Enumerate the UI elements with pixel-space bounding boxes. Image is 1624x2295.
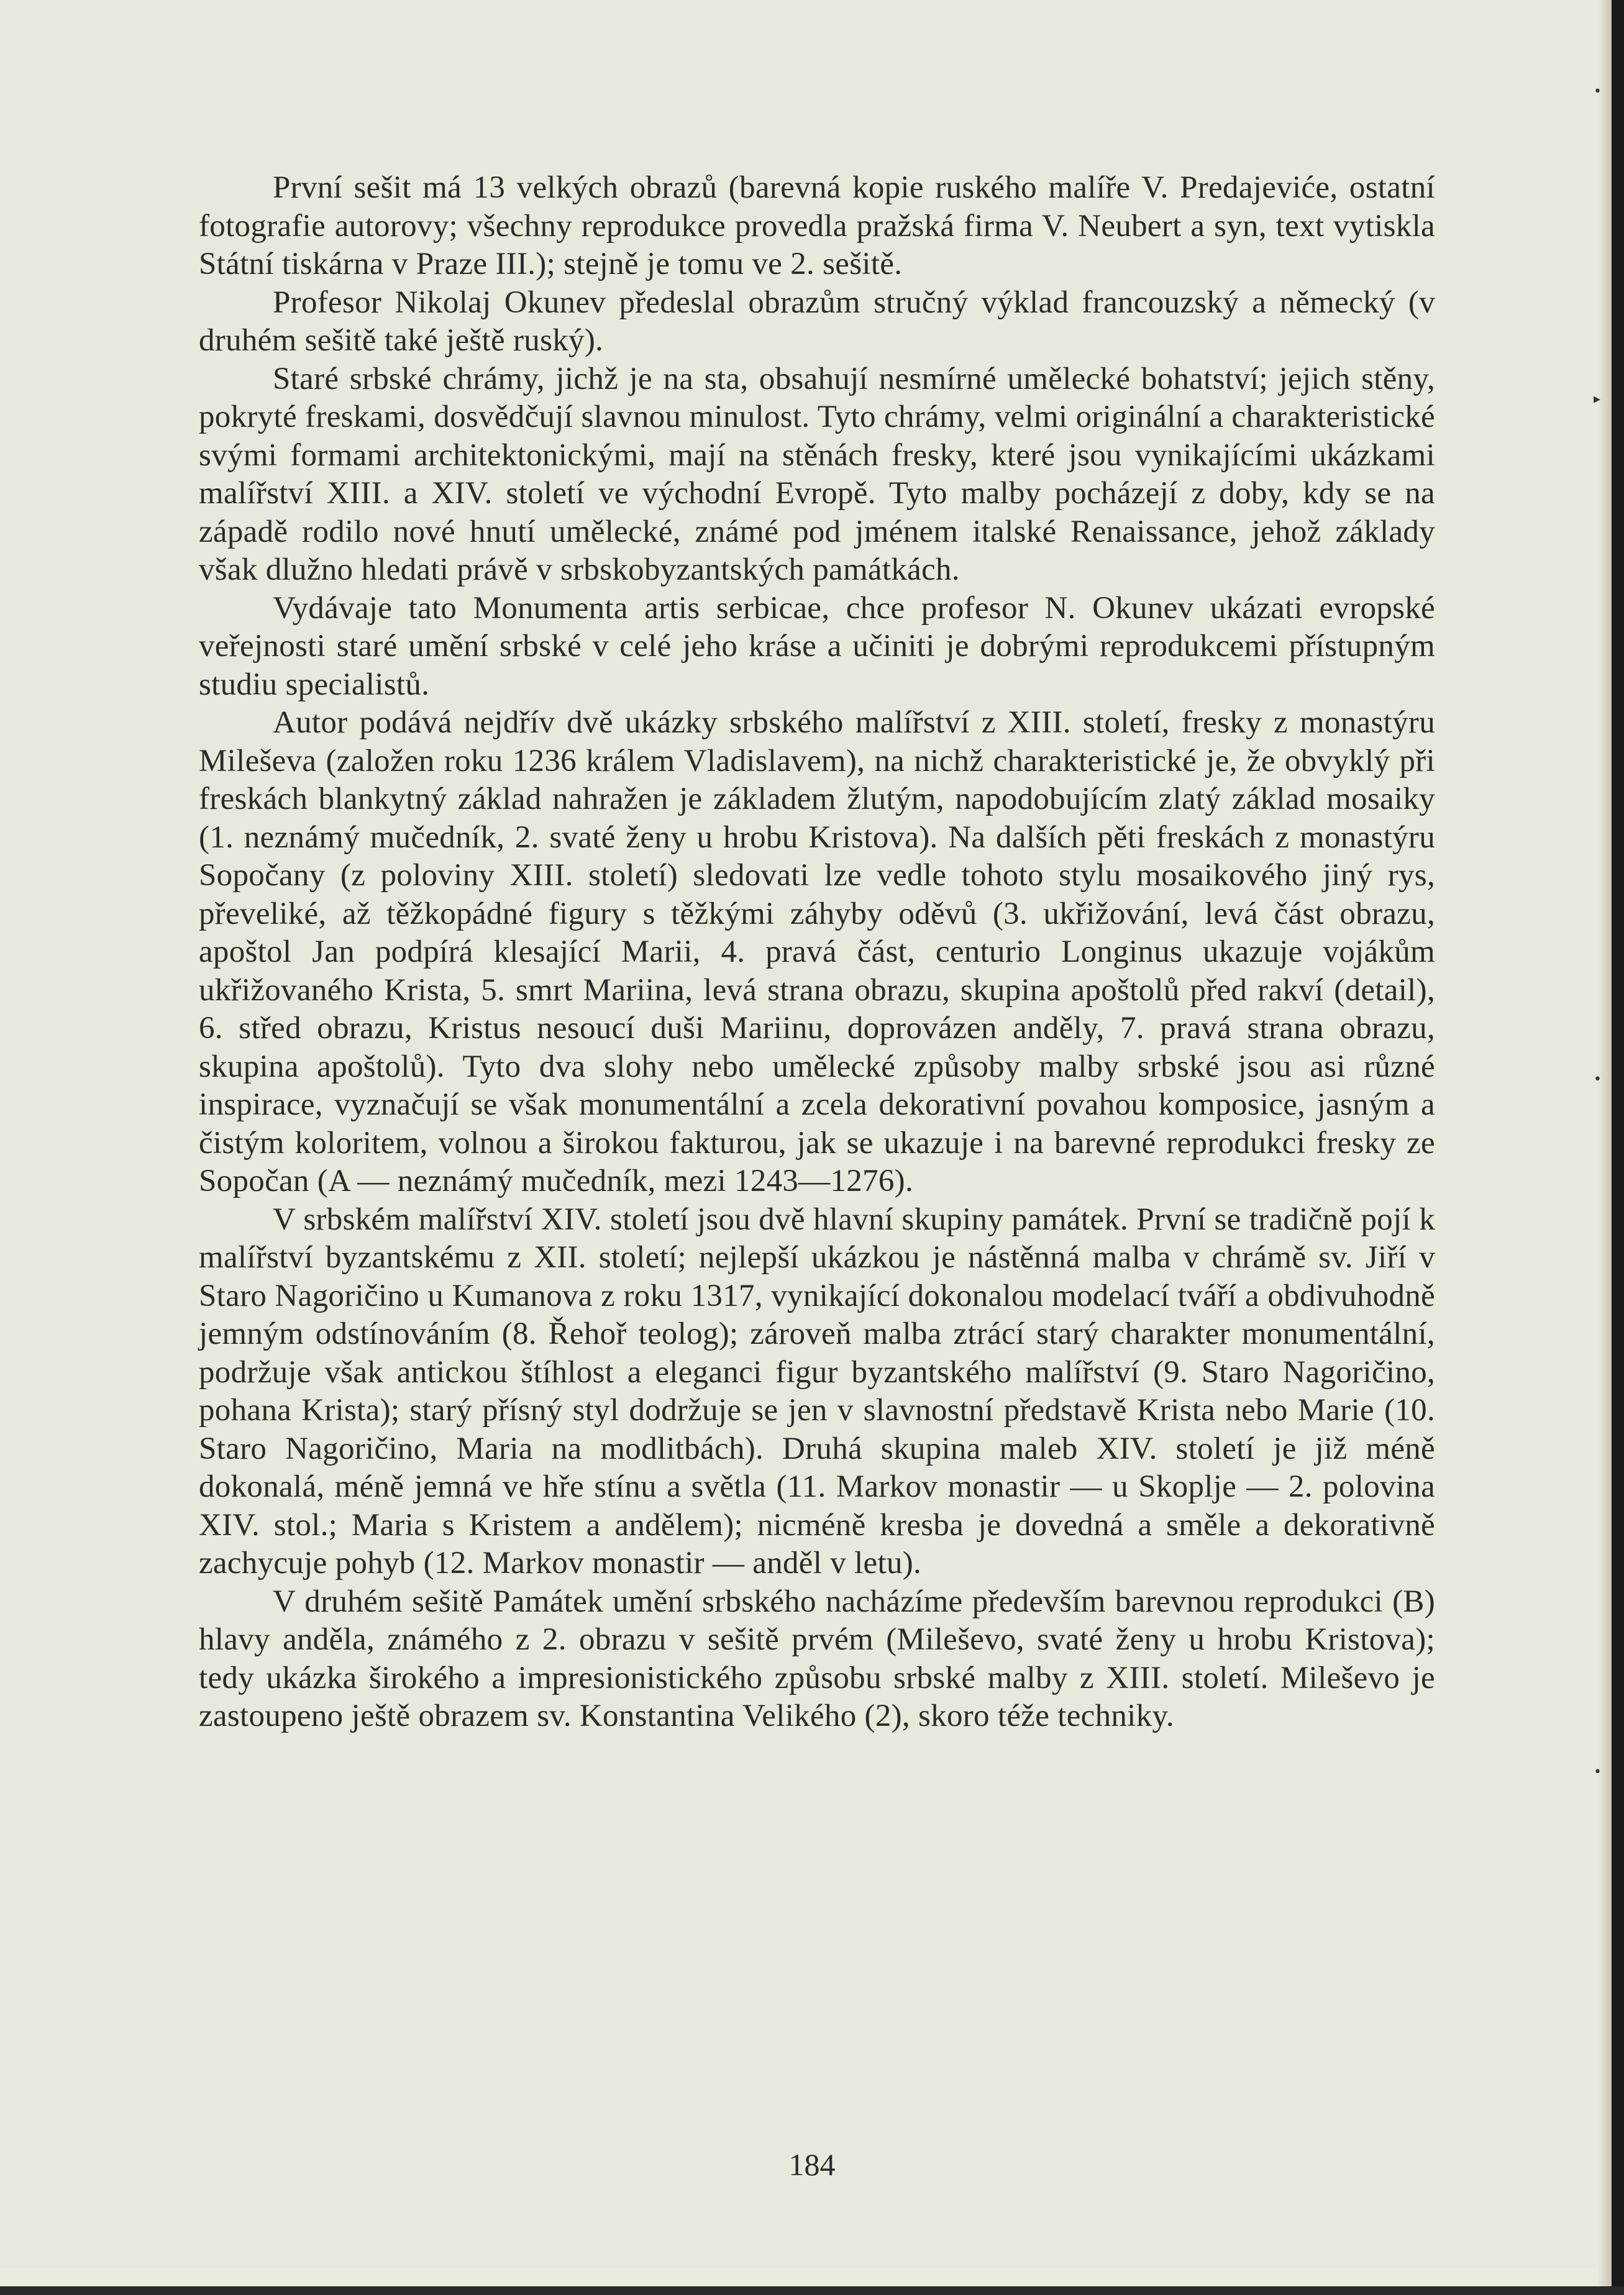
scan-bottom-border: [0, 2286, 1624, 2295]
margin-dot-icon: •: [1594, 84, 1602, 99]
page-number: 184: [788, 2147, 836, 2182]
margin-dot-icon: •: [1594, 1764, 1602, 1780]
paragraph-3: Staré srbské chrámy, jichž je na sta, obsahují nesmírné umělecké bohatství; jejich stěny, pokryté freskami, dosvědčují slavnou minulost. Tyto chrámy, velmi originální a charakteristické svými formami architektonickými, mají na stěnách fresky, které jsou vynikajícími ukázkami malířství XIII. a XIV. století ve východní Evropě. Tyto malby pocházejí z doby, kdy se na západě rodilo nové hnutí umělecké, známé pod jménem italské Renaissance, jehož základy však dlužno hledati právě v srbskobyzantských památkách.: [199, 361, 1435, 587]
margin-arrow-icon: ▸: [1594, 391, 1601, 407]
paragraph-7: V druhém sešitě Památek umění srbského nacházíme především barevnou reprodukci (B) hlavy anděla, známého z 2. obrazu v sešitě prvém (Mileševo, svaté ženy u hrobu Kristova); tedy ukázka širokého a impresionistického způsobu srbské malby z XIII. století. Mileševo je zastoupeno ještě obrazem sv. Konstantina Velikého (2), skoro téže techniky.: [199, 1584, 1435, 1733]
scan-right-border: [1612, 0, 1624, 2295]
margin-dot-icon: •: [1594, 1072, 1602, 1087]
paragraph-5: Autor podává nejdřív dvě ukázky srbského malířství z XIII. století, fresky z monastýru Mileševa (založen roku 1236 králem Vladislavem), na nichž charakteristické je, že obvyklý při freskách blankytný základ nahražen je základem žlutým, napodobujícím zlatý základ mosaiky (1. neznámý mučedník, 2. svaté ženy u hrobu Kristova). Na dalších pěti freskách z monastýru Sopočany (z poloviny XIII. století) sledovati lze vedle tohoto stylu mosaikového jiný rys, převeliké, až těžkopádné figury s těžkými záhyby oděvů (3. ukřižování, levá část obrazu, apoštol Jan podpírá klesající Marii, 4. pravá část, centurio Longinus ukazuje vojákům ukřižovaného Krista, 5. smrt Mariina, levá strana obrazu, skupina apoštolů před rakví (detail), 6. střed obrazu, Kristus nesoucí duši Mariinu, doprovázen anděly, 7. pravá strana obrazu, skupina apoštolů). Tyto dva slohy nebo umělecké způsoby malby srbské jsou asi různé inspirace, vyznačují se však monumentální a zcela dekorativní povahou komposice, jasným a čistým koloritem, volnou a širokou fakturou, jak se ukazuje i na barevné reprodukci fresky ze Sopočan (A — neznámý mučedník, mezi 1243—1276).: [199, 705, 1435, 1198]
paragraph-1: První sešit má 13 velkých obrazů (barevná kopie ruského malíře V. Predajeviće, ostatní fotografie autorovy; všechny reprodukce provedla pražská firma V. Neubert a syn, text vytiskla Státní tiskárna v Praze III.); stejně je tomu ve 2. sešitě.: [199, 170, 1435, 281]
paragraph-2: Profesor Nikolaj Okunev předeslal obrazům stručný výklad francouzský a německý (v druhém sešitě také ještě ruský).: [199, 285, 1435, 358]
page-edge-shadow: [1598, 0, 1612, 2295]
paragraph-4: Vydávaje tato Monumenta artis serbicae, chce profesor N. Okunev ukázati evropské veřejnosti staré umění srbské v celé jeho kráse a učiniti je dobrými reprodukcemi přístupným studiu specialistů.: [199, 590, 1435, 702]
paragraph-6: V srbském malířství XIV. století jsou dvě hlavní skupiny památek. První se tradičně pojí k malířství byzantskému z XII. století; nejlepší ukázkou je nástěnná malba v chrámě sv. Jiří v Staro Nagoričino u Kumanova z roku 1317, vynikající dokonalou modelací tváří a obdivuhodně jemným odstínováním (8. Řehoř teolog); zároveň malba ztrácí starý charakter monumentální, podržuje však antickou štíhlost a eleganci figur byzantského malířství (9. Staro Nagoričino, pohana Krista); starý přísný styl dodržuje se jen v slavnostní představě Krista nebo Marie (10. Staro Nagoričino, Maria na modlitbách). Druhá skupina maleb XIV. století je již méně dokonalá, méně jemná ve hře stínu a světla (11. Markov monastir — u Skoplje — 2. polovina XIV. stol.; Maria s Kristem a andělem); nicméně kresba je dovedná a směle a dekorativně zachycuje pohyb (12. Markov monastir — anděl v letu).: [199, 1202, 1435, 1581]
body-text: [199, 169, 1435, 1736]
